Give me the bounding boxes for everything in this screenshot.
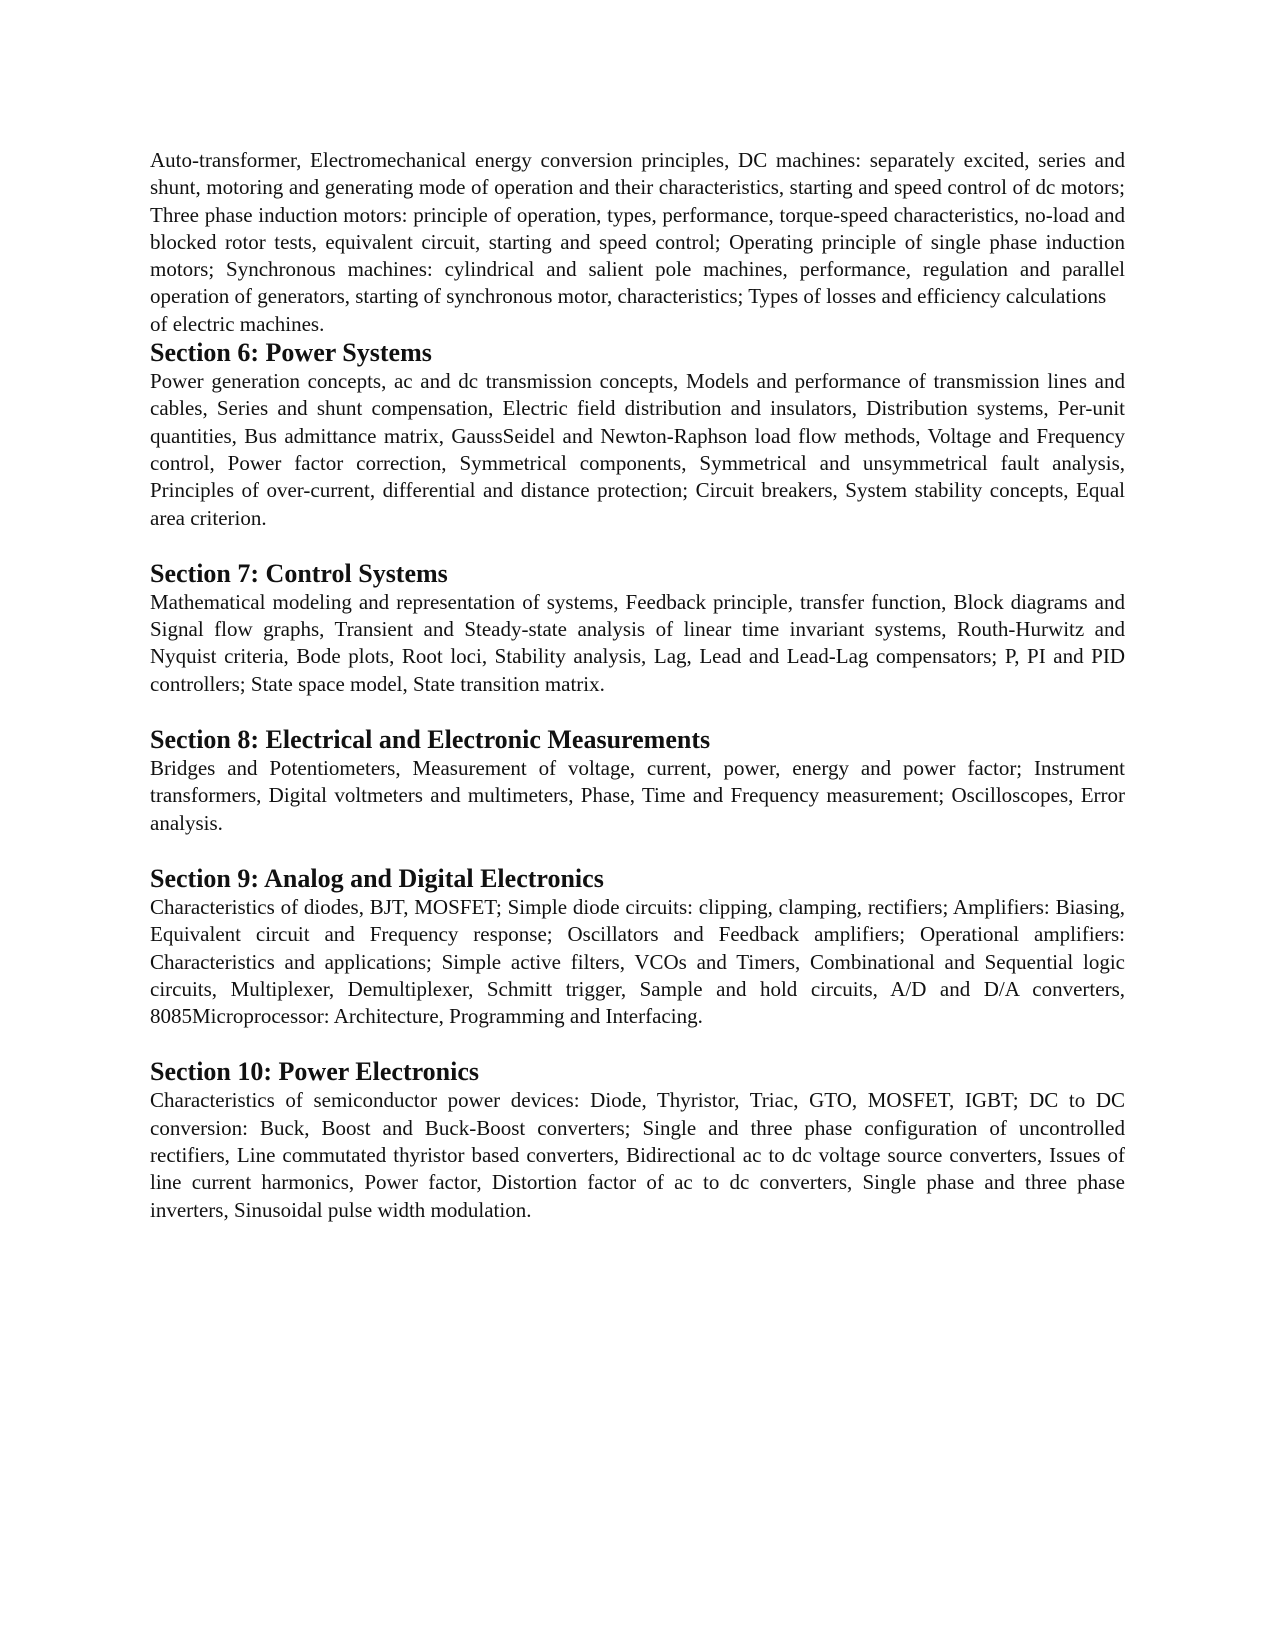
section-7-body: Mathematical modeling and representation of systems, Feedback principle, transfer function, Block diagrams and Signal flow graphs, Transient and Steady-state analysis of linear time invariant systems, Routh-Hurwitz and Nyquist criteria, Bode plots, Root loci, Stability analysis, Lag, Lead and Lead-Lag compensators; P, PI and PID controllers; State space model, State transition matrix. (150, 589, 1125, 696)
intro-paragraph: Auto-transformer, Electromechanical energy conversion principles, DC machines: separately excited, series and shunt, motoring and generating mode of operation and their characteristics, starting and speed control of dc motors; Three phase induction motors: principle of operation, types, performance, torque-speed characteristics, no-load and blocked rotor tests, equivalent circuit, starting and speed control; Operating principle of single phase induction motors; Synchronous machines: cylindrical and salient pole machines, performance, regulation and parallel operation of generators, starting of synchronous motor, characteristics; Types of losses and efficiency calculations (150, 148, 1125, 309)
section-8-body: Bridges and Potentiometers, Measurement of voltage, current, power, energy and power factor; Instrument transformers, Digital voltmeters and multimeters, Phase, Time and Frequency measurement; Oscilloscopes, Error analysis. (150, 756, 1125, 835)
section-7-title: Section 7: Control Systems (150, 558, 448, 588)
section-6-title: Section 6: Power Systems (150, 338, 432, 368)
section-9-body: Characteristics of diodes, BJT, MOSFET; Simple diode circuits: clipping, clamping, rectifiers; Amplifiers: Biasing, Equivalent circuit and Frequency response; Oscillators and Feedback amplifiers; Operational amplifiers: Characteristics and applications; Simple active filters, VCOs and Timers, Combinational and Sequential logic circuits, Multiplexer, Demultiplexer, Schmitt trigger, Sample and hold circuits, A/D and D/A converters, 8085Microprocessor: Architecture, Programming and Interfacing. (150, 894, 1125, 1029)
intro-paragraph-tail: of electric machines. (150, 311, 325, 336)
section-6-body: Power generation concepts, ac and dc transmission concepts, Models and performance of transmission lines and cables, Series and shunt compensation, Electric field distribution and insulators, Distribution systems, Per-unit quantities, Bus admittance matrix, GaussSeidel and Newton-Raphson load flow methods, Voltage and Frequency control, Power factor correction, Symmetrical components, Symmetrical and unsymmetrical fault analysis, Principles of over-current, differential and distance protection; Circuit breakers, System stability concepts, Equal area criterion. (150, 369, 1125, 530)
section-8-title: Section 8: Electrical and Electronic Measurements (150, 725, 711, 755)
document-page (150, 147, 1125, 1224)
section-10-body: Characteristics of semiconductor power devices: Diode, Thyristor, Triac, GTO, MOSFET, IGBT; DC to DC conversion: Buck, Boost and Buck-Boost converters; Single and three phase configuration of uncontrolled rectifiers, Line commutated thyristor based converters, Bidirectional ac to dc voltage source converters, Issues of line current harmonics, Power factor, Distortion factor of ac to dc converters, Single phase and three phase inverters, Sinusoidal pulse width modulation. (150, 1088, 1125, 1222)
section-9-title: Section 9: Analog and Digital Electronics (150, 863, 604, 893)
section-10-title: Section 10: Power Electronics (150, 1057, 480, 1087)
